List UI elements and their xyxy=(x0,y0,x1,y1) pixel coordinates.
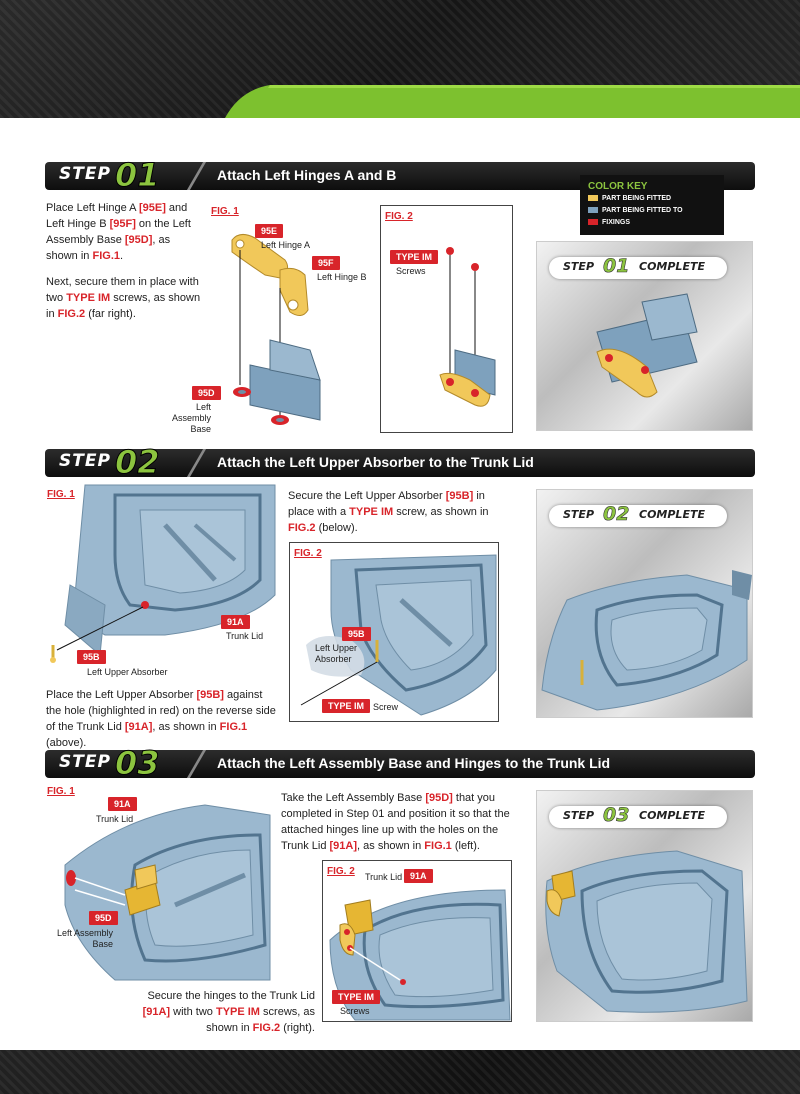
step2-fig2-tag-type-im: TYPE IM xyxy=(322,699,370,713)
color-key-fixings xyxy=(588,216,716,228)
step2-complete-panel xyxy=(536,489,753,718)
step3-step-label: STEP xyxy=(59,752,111,772)
step2-fig1-cap-absorber: Left Upper Absorber xyxy=(87,667,168,677)
step3-header xyxy=(45,744,755,782)
step1-complete-illustration xyxy=(547,292,747,422)
step2-fig2-label: FIG. 2 xyxy=(294,548,322,559)
header-green-stripe xyxy=(0,0,800,118)
color-key-fitted xyxy=(588,192,716,204)
step3-fig1-tag-91a: 91A xyxy=(108,797,137,811)
step2-complete-illustration xyxy=(537,540,747,710)
step1-fig1-label: FIG. 1 xyxy=(211,206,239,217)
step2-title: Attach the Left Upper Absorber to the Trunk Lid xyxy=(217,454,534,470)
step2-fig1-illustration xyxy=(45,485,275,675)
step3-fig2-tag-91a: 91A xyxy=(404,869,433,883)
step3-fig1-label: FIG. 1 xyxy=(47,786,75,797)
step1-fig1-illustration xyxy=(210,220,370,440)
step1-fig1-cap-base: Left Assembly Base xyxy=(171,402,211,434)
color-key-fitted-label: PART BEING FITTED xyxy=(602,194,672,202)
step2-fig1-label: FIG. 1 xyxy=(47,489,75,500)
step3-complete-panel xyxy=(536,790,753,1022)
step1-fig1-cap-hinge-b: Left Hinge B xyxy=(317,272,367,282)
step3-fig1-cap-base: Left Assembly Base xyxy=(56,928,113,949)
step1-title: Attach Left Hinges A and B xyxy=(217,167,397,183)
step2-header xyxy=(45,443,755,481)
step2-step-label: STEP xyxy=(59,451,111,471)
step1-instructions-1: Place Left Hinge A [95E] and Left Hinge B [95F] on the Left Assembly Base [95D], as shown in FIG.1. xyxy=(46,202,191,262)
step3-complete-illustration xyxy=(537,841,747,1016)
step3-title: Attach the Left Assembly Base and Hinges to the Trunk Lid xyxy=(217,755,611,771)
step1-fig2-illustration xyxy=(390,245,510,425)
step1-fig1-tag-95d: 95D xyxy=(192,386,221,400)
step2-fig1-tag-91a: 91A xyxy=(221,615,250,629)
step2-fig2-tag-95b: 95B xyxy=(342,627,371,641)
step1-number: 01 xyxy=(115,156,160,194)
step3-fig2-tag-type-im: TYPE IM xyxy=(332,990,380,1004)
step3-fig1-cap-trunk-lid: Trunk Lid xyxy=(96,814,134,824)
fitted-swatch xyxy=(588,195,598,201)
step1-divider xyxy=(187,162,206,190)
step1-fig2-cap-screws: Screws xyxy=(396,266,426,276)
step2-fig1-cap-trunk-lid: Trunk Lid xyxy=(226,631,264,641)
footer-carbon-band xyxy=(0,1050,800,1094)
step3-fig2-label: FIG. 2 xyxy=(327,866,355,877)
color-key-fixings-label: FIXINGS xyxy=(602,218,631,226)
fitted-to-swatch xyxy=(588,207,598,213)
step3-fig2-cap-screws: Screws xyxy=(340,1006,370,1016)
step1-step-label: STEP xyxy=(59,164,111,184)
step3-divider xyxy=(187,750,206,778)
step2-fig1-tag-95b: 95B xyxy=(77,650,106,664)
fixings-swatch xyxy=(588,219,598,225)
step2-fig2-cap-screw: Screw xyxy=(373,702,399,712)
step3-fig1-illustration xyxy=(45,795,270,980)
step3-instructions-1: Take the Left Assembly Base [95D] that you completed in Step 01 and position it so that the attached hinges line up with the holes on the Trunk Lid [91A], as shown in FIG.1 (left). xyxy=(281,792,510,852)
step3-fig2-cap-trunk-lid: Trunk Lid xyxy=(365,872,403,882)
color-key-title: COLOR KEY xyxy=(588,181,648,192)
step3-complete-badge: STEP 03 COMPLETE xyxy=(549,806,727,828)
step1-complete-badge: STEP 01 COMPLETE xyxy=(549,257,727,279)
step2-divider xyxy=(187,449,206,477)
step1-fig1-cap-hinge-a: Left Hinge A xyxy=(261,240,311,250)
step1-complete-panel xyxy=(536,241,753,431)
step1-fig1-tag-95f: 95F xyxy=(312,256,340,270)
step3-number: 03 xyxy=(115,744,160,782)
step2-complete-badge: STEP 02 COMPLETE xyxy=(549,505,727,527)
step2-instructions-1: Secure the Left Upper Absorber [95B] in place with a TYPE IM screw, as shown in FIG.2 (below). xyxy=(288,490,489,534)
step2-instructions-2: Place the Left Upper Absorber [95B] against the hole (highlighted in red) on the reverse side of the Trunk Lid [91A], as shown in FIG.1 (above). xyxy=(46,689,276,749)
step2-number: 02 xyxy=(115,443,160,481)
step1-fig2-tag-type-im: TYPE IM xyxy=(390,250,438,264)
step2-fig2-illustration xyxy=(291,550,496,720)
color-key-fitted-to xyxy=(588,204,716,216)
step3-instructions-2: Secure the hinges to the Trunk Lid [91A] with two TYPE IM screws, as shown in FIG.2 (right). xyxy=(142,990,315,1034)
color-key xyxy=(580,175,724,235)
step1-fig1-tag-95e: 95E xyxy=(255,224,283,238)
color-key-fitted-to-label: PART BEING FITTED TO xyxy=(602,206,683,214)
step3-fig1-tag-95d: 95D xyxy=(89,911,118,925)
step1-instructions-2: Next, secure them in place with two TYPE IM screws, as shown in FIG.2 (far right). xyxy=(46,276,201,320)
step1-fig2-label: FIG. 2 xyxy=(385,211,413,222)
step2-fig2-cap-absorber: Left Upper Absorber xyxy=(315,643,358,664)
